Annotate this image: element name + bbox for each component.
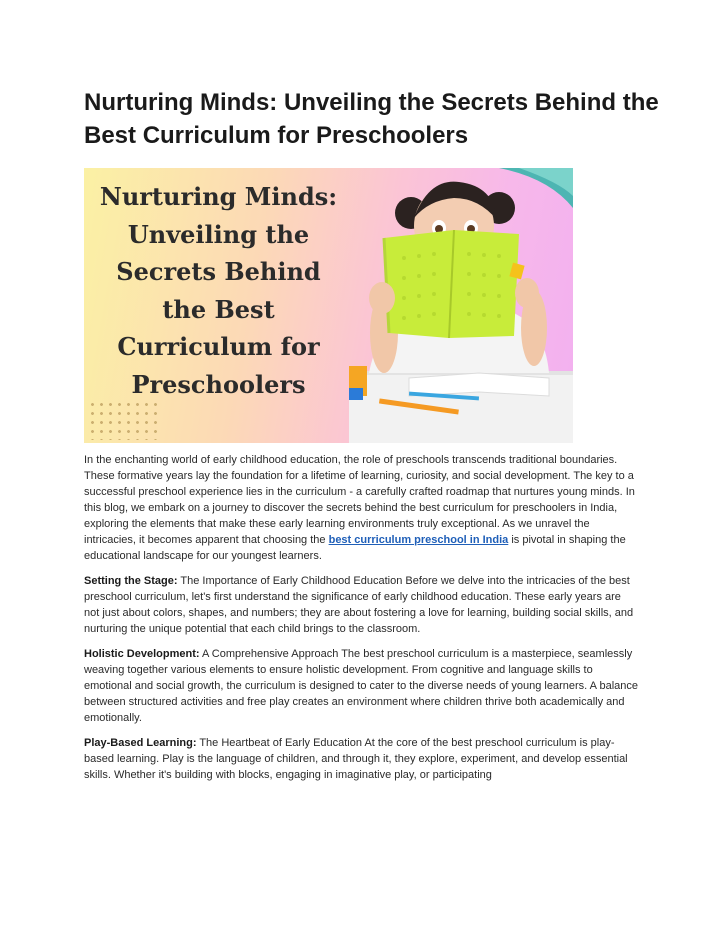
- banner-line: the Best: [162, 294, 275, 324]
- holistic-development-paragraph: [84, 646, 639, 726]
- child-reading-book-photo: [349, 168, 573, 443]
- banner-line: Curriculum for: [117, 332, 320, 361]
- banner-heading: [96, 178, 341, 403]
- article-body: [84, 452, 639, 792]
- setting-stage-heading: Setting the Stage:: [84, 575, 178, 587]
- page-title: Nurturing Minds: Unveiling the Secrets Behind the Best Curriculum for Preschoolers: [84, 89, 659, 149]
- play-based-learning-text: The Heartbeat of Early Education At the core of the best preschool curriculum is play-based learning. Play is the language of children, and through it, they explore, experiment, and develop essential skills. Whether it's building with blocks, engaging in imaginative play, or participating: [84, 737, 628, 781]
- decorative-dot-grid: [88, 400, 158, 440]
- curriculum-link[interactable]: best curriculum preschool in India: [328, 534, 509, 546]
- play-based-learning-heading: Play-Based Learning:: [84, 737, 197, 749]
- intro-paragraph: [84, 452, 639, 564]
- intro-text: In the enchanting world of early childhood education, the role of preschools transcends traditional boundaries. These formative years lay the foundation for a lifetime of learning, curiosity, and social development. The key to a successful preschool experience lies in the curriculum - a carefully crafted roadmap that nurtures young minds. In this blog, we embark on a journey to discover the secrets behind the best curriculum for preschoolers in India, exploring the elements that make these early learning environments truly exceptional. As we unravel the intricacies, it becomes apparent that choosing the: [84, 454, 635, 546]
- hero-banner-image: [84, 168, 573, 443]
- intro-text-end: is pivotal in shaping the educational landscape for our youngest learners.: [84, 534, 626, 562]
- setting-stage-paragraph: [84, 573, 639, 637]
- banner-line: Unveiling the: [127, 219, 310, 249]
- setting-stage-text: The Importance of Early Childhood Education Before we delve into the intricacies of the best preschool curriculum, let's first understand the significance of early childhood education. These early years are not just about colors, shapes, and numbers; they are about fostering a love for learning, building social skills, and nurturing the unique potential that each child brings to the classroom.: [84, 575, 634, 635]
- banner-line: Nurturing Minds:: [99, 182, 338, 211]
- play-based-learning-paragraph: [84, 735, 639, 783]
- holistic-development-text: A Comprehensive Approach The best preschool curriculum is a masterpiece, seamlessly weaving together various elements to ensure holistic development. From cognitive and language skills to emotional and social growth, the curriculum is designed to cater to the diverse needs of young learners. A balance between structured activities and free play creates an environment where children thrive both academically and emotionally.: [84, 648, 638, 724]
- banner-line: Secrets Behind: [116, 257, 321, 286]
- banner-line: Preschoolers: [131, 369, 306, 399]
- holistic-development-heading: Holistic Development:: [84, 648, 200, 660]
